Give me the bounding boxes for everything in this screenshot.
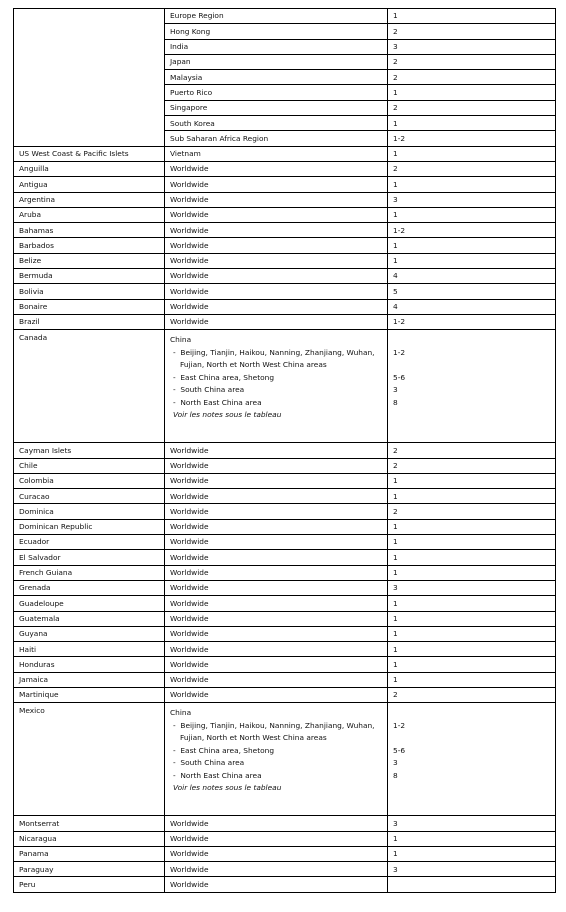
value-cell: 1: [388, 116, 556, 131]
table-row: [14, 877, 556, 892]
region-line: - South China area: [170, 757, 382, 770]
region-cell: Worldwide: [165, 284, 388, 299]
value-line: 5-6: [393, 745, 406, 755]
country-cell: French Guiana: [14, 565, 165, 580]
value-line: 8: [393, 770, 398, 780]
value-line: 3: [393, 385, 398, 395]
country-cell: Dominica: [14, 504, 165, 519]
country-cell: Guadeloupe: [14, 596, 165, 611]
region-line: - North East China area: [170, 770, 382, 783]
value-cell: 3: [388, 862, 556, 877]
country-cell: Brazil: [14, 314, 165, 329]
table-row: [14, 703, 556, 816]
value-cell: 1: [388, 550, 556, 565]
value-cell: 1: [388, 626, 556, 641]
table-row: [14, 473, 556, 488]
country-cell: Bonaire: [14, 299, 165, 314]
value-cell: [388, 330, 556, 443]
value-cell: 3: [388, 816, 556, 831]
table-row: [14, 443, 556, 458]
region-cell: Worldwide: [165, 299, 388, 314]
value-cell: [388, 703, 556, 816]
country-cell: Anguilla: [14, 161, 165, 176]
region-cell: Worldwide: [165, 580, 388, 595]
region-line: China: [170, 335, 192, 345]
country-cell: Curacao: [14, 489, 165, 504]
value-line: 1-2: [393, 347, 406, 357]
value-line: 3: [393, 758, 398, 768]
value-cell: 1-2: [388, 131, 556, 146]
country-cell: Paraguay: [14, 862, 165, 877]
region-cell: Japan: [165, 54, 388, 69]
region-cell: Europe Region: [165, 9, 388, 24]
region-cell: South Korea: [165, 116, 388, 131]
region-cell: Worldwide: [165, 177, 388, 192]
country-cell: El Salvador: [14, 550, 165, 565]
region-cell: Worldwide: [165, 535, 388, 550]
region-cell: India: [165, 39, 388, 54]
country-cell: Bermuda: [14, 269, 165, 284]
country-cell: Honduras: [14, 657, 165, 672]
region-cell: Worldwide: [165, 192, 388, 207]
region-line: Fujian, North et North West China areas: [180, 733, 327, 743]
value-cell: 1: [388, 657, 556, 672]
region-cell: Worldwide: [165, 253, 388, 268]
region-cell: Puerto Rico: [165, 85, 388, 100]
table-row: [14, 299, 556, 314]
table-row: [14, 458, 556, 473]
table-row: [14, 314, 556, 329]
table-row: [14, 9, 556, 24]
region-cell: Malaysia: [165, 70, 388, 85]
table-row: [14, 223, 556, 238]
value-line: 1-2: [393, 720, 406, 730]
table-row: [14, 687, 556, 702]
region-cell: Worldwide: [165, 207, 388, 222]
country-cell: Antigua: [14, 177, 165, 192]
value-cell: 1: [388, 519, 556, 534]
table-row: [14, 238, 556, 253]
region-cell: Worldwide: [165, 596, 388, 611]
country-cell: Haiti: [14, 642, 165, 657]
region-line: China: [170, 708, 192, 718]
country-cell: Ecuador: [14, 535, 165, 550]
value-cell: 1: [388, 253, 556, 268]
region-cell: Worldwide: [165, 443, 388, 458]
table-row: [14, 642, 556, 657]
region-line: - South China area: [170, 384, 382, 397]
value-cell: 1-2: [388, 314, 556, 329]
value-cell: 1: [388, 489, 556, 504]
region-line: - North East China area: [170, 397, 382, 410]
region-cell: Worldwide: [165, 269, 388, 284]
value-cell: [388, 877, 556, 892]
region-cell: Worldwide: [165, 238, 388, 253]
table-row: [14, 596, 556, 611]
country-cell: Grenada: [14, 580, 165, 595]
value-cell: 5: [388, 284, 556, 299]
value-line: 8: [393, 397, 398, 407]
region-cell: Worldwide: [165, 846, 388, 861]
region-cell: Worldwide: [165, 687, 388, 702]
region-cell: Worldwide: [165, 816, 388, 831]
region-cell: Worldwide: [165, 565, 388, 580]
table-row: [14, 519, 556, 534]
value-cell: 4: [388, 299, 556, 314]
country-cell: US West Coast & Pacific Islets: [14, 146, 165, 161]
value-cell: 1: [388, 238, 556, 253]
value-line: [393, 732, 550, 745]
value-cell: 2: [388, 54, 556, 69]
country-cell: Canada: [14, 330, 165, 443]
table-row: [14, 177, 556, 192]
value-cell: 1: [388, 672, 556, 687]
value-cell: 1: [388, 596, 556, 611]
region-cell: Worldwide: [165, 314, 388, 329]
value-cell: 2: [388, 161, 556, 176]
value-cell: 2: [388, 70, 556, 85]
value-cell: 3: [388, 580, 556, 595]
value-cell: 2: [388, 443, 556, 458]
value-cell: 1: [388, 642, 556, 657]
region-cell: Worldwide: [165, 611, 388, 626]
value-cell: 4: [388, 269, 556, 284]
table-row: [14, 161, 556, 176]
country-cell: Bahamas: [14, 223, 165, 238]
value-line: [393, 359, 550, 372]
value-cell: 1: [388, 611, 556, 626]
country-cell: Guatemala: [14, 611, 165, 626]
table-row: [14, 330, 556, 443]
region-cell: Worldwide: [165, 519, 388, 534]
value-cell: 1: [388, 473, 556, 488]
country-cell: Argentina: [14, 192, 165, 207]
country-cell: Jamaica: [14, 672, 165, 687]
table-row: [14, 146, 556, 161]
value-line: 5-6: [393, 372, 406, 382]
table-row: [14, 284, 556, 299]
table-row: [14, 626, 556, 641]
region-line: - Beijing, Tianjin, Haikou, Nanning, Zhanjiang, Wuhan,: [170, 347, 382, 360]
country-cell: Peru: [14, 877, 165, 892]
table-note: Voir les notes sous le tableau: [173, 410, 282, 420]
country-cell: Mexico: [14, 703, 165, 816]
value-cell: 1: [388, 85, 556, 100]
country-cell: Chile: [14, 458, 165, 473]
region-cell: Worldwide: [165, 504, 388, 519]
region-cell: Worldwide: [165, 642, 388, 657]
region-cell: Hong Kong: [165, 24, 388, 39]
value-cell: 1: [388, 565, 556, 580]
value-cell: 1: [388, 177, 556, 192]
table-row: [14, 504, 556, 519]
region-line: Fujian, North et North West China areas: [180, 360, 327, 370]
region-cell: Worldwide: [165, 626, 388, 641]
country-cell: Nicaragua: [14, 831, 165, 846]
table-row: [14, 580, 556, 595]
table-row: [14, 611, 556, 626]
country-cell: Guyana: [14, 626, 165, 641]
region-cell: Vietnam: [165, 146, 388, 161]
value-cell: 1: [388, 831, 556, 846]
value-cell: 3: [388, 192, 556, 207]
table-row: [14, 657, 556, 672]
table-row: [14, 192, 556, 207]
table-row: [14, 816, 556, 831]
region-cell: Worldwide: [165, 223, 388, 238]
table-row: [14, 535, 556, 550]
region-cell: Worldwide: [165, 458, 388, 473]
region-cell: Singapore: [165, 100, 388, 115]
table-row: [14, 489, 556, 504]
value-cell: 1: [388, 146, 556, 161]
region-line: - East China area, Shetong: [170, 372, 382, 385]
table-row: [14, 672, 556, 687]
region-cell: Worldwide: [165, 489, 388, 504]
country-cell: Dominican Republic: [14, 519, 165, 534]
value-cell: 2: [388, 100, 556, 115]
region-cell: Worldwide: [165, 862, 388, 877]
value-cell: 1: [388, 207, 556, 222]
region-line: - Beijing, Tianjin, Haikou, Nanning, Zhanjiang, Wuhan,: [170, 720, 382, 733]
value-cell: 2: [388, 687, 556, 702]
region-cell: Sub Saharan Africa Region: [165, 131, 388, 146]
country-cell: Bolivia: [14, 284, 165, 299]
table-row: [14, 550, 556, 565]
region-cell: Worldwide: [165, 550, 388, 565]
region-cell: Worldwide: [165, 831, 388, 846]
region-cell: [165, 703, 388, 816]
value-cell: 2: [388, 504, 556, 519]
region-cell: Worldwide: [165, 473, 388, 488]
region-cell: Worldwide: [165, 672, 388, 687]
value-cell: 1: [388, 9, 556, 24]
value-cell: 1: [388, 535, 556, 550]
table-row: [14, 846, 556, 861]
table-note: Voir les notes sous le tableau: [173, 783, 282, 793]
value-line: [393, 334, 550, 347]
country-cell: Cayman Islets: [14, 443, 165, 458]
table-row: [14, 207, 556, 222]
table-row: [14, 269, 556, 284]
value-line: [393, 707, 550, 720]
region-cell: [165, 330, 388, 443]
region-line: - East China area, Shetong: [170, 745, 382, 758]
table-row: [14, 253, 556, 268]
value-cell: 1: [388, 846, 556, 861]
country-cell: Panama: [14, 846, 165, 861]
rates-table-body: [14, 9, 556, 893]
country-cell: [14, 9, 165, 147]
country-cell: Colombia: [14, 473, 165, 488]
country-cell: Martinique: [14, 687, 165, 702]
country-cell: Belize: [14, 253, 165, 268]
country-cell: Barbados: [14, 238, 165, 253]
value-cell: 3: [388, 39, 556, 54]
country-cell: Montserrat: [14, 816, 165, 831]
value-cell: 2: [388, 458, 556, 473]
region-cell: Worldwide: [165, 657, 388, 672]
value-cell: 1-2: [388, 223, 556, 238]
value-cell: 2: [388, 24, 556, 39]
rates-table: [13, 8, 556, 893]
region-cell: Worldwide: [165, 877, 388, 892]
table-row: [14, 862, 556, 877]
region-cell: Worldwide: [165, 161, 388, 176]
country-cell: Aruba: [14, 207, 165, 222]
table-row: [14, 831, 556, 846]
table-row: [14, 565, 556, 580]
